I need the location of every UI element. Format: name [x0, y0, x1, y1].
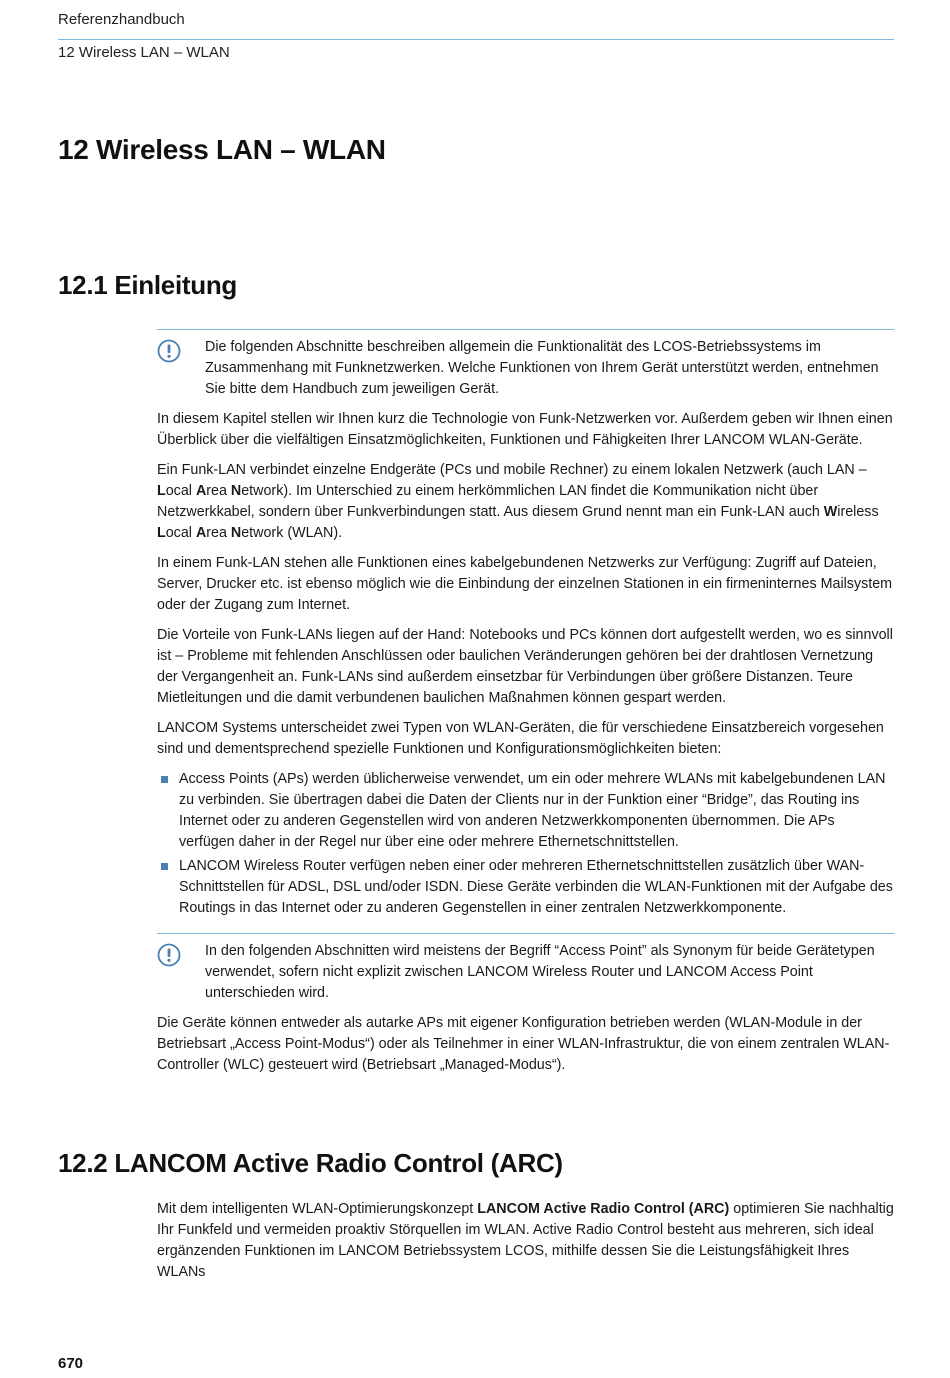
attention-circle-icon	[157, 943, 181, 967]
chapter-title: 12 Wireless LAN – WLAN	[58, 134, 386, 165]
running-header-title: Referenzhandbuch	[58, 11, 185, 28]
section-arc-body	[157, 1199, 894, 1292]
page-number: 670	[58, 1355, 84, 1372]
paragraph: Ein Funk-LAN verbindet einzelne Endgeräte (PCs und mobile Rechner) zu einem lokalen Netzwerk (auch LAN – Local Area Network). Im Unterschied zu einem herkömmlichen LAN findet die Kommunikation nicht über Netzwerkkabel, sondern über Funkverbindungen statt. Aus diesem Grund nennt man ein Funk-LAN auch Wireless Local Area Network (WLAN).	[157, 462, 879, 541]
paragraph: In einem Funk-LAN stehen alle Funktionen eines kabelgebundenen Netzwerks zur Verfügung: Zugriff auf Dateien, Server, Drucker etc. ist ebenso möglich wie die Einbindung der einzelnen Stationen in ein firmeninternes Mailsystem oder der Zugang zum Internet.	[157, 555, 893, 613]
paragraph: Die Geräte können entweder als autarke APs mit eigener Konfiguration betrieben werden (WLAN-Module in der Betriebsart „Access Point-Modus“) oder als Teilnehmer in einer WLAN-Infrastruktur, die von einem zentralen WLAN-Controller (WLC) gesteuert wird (Betriebsart „Managed-Modus“).	[157, 1015, 890, 1073]
running-header-chapter: 12 Wireless LAN – WLAN	[58, 44, 230, 61]
attention-circle-icon	[157, 339, 181, 363]
paragraph: LANCOM Systems unterscheidet zwei Typen von WLAN-Geräten, die für verschiedene Einsatzbereich vorgesehen sind und dementsprechend spezielle Funktionen und Konfigurationsmöglichkeiten bieten:	[157, 720, 884, 757]
section-einleitung-body	[157, 329, 894, 1085]
section-heading-arc: 12.2 LANCOM Active Radio Control (ARC)	[58, 1148, 563, 1178]
header-rule	[58, 39, 894, 40]
paragraph: In diesem Kapitel stellen wir Ihnen kurz die Technologie von Funk-Netzwerken vor. Außerdem geben wir Ihnen einen Überblick über die vielfältigen Einsatzmöglichkeiten, Funktionen und Fähigkeiten Ihrer LANCOM WLAN-Geräte.	[157, 411, 893, 448]
list-item: LANCOM Wireless Router verfügen neben einer oder mehreren Ethernetschnittstellen zusätzlich über WAN-Schnittstellen für ADSL, DSL und/oder ISDN. Diese Geräte verbinden die WLAN-Funktionen mit der Aufgabe des Routings in das Internet oder zu anderen Gegenstellen in einer zentralen Netzwerkkomponente.	[157, 856, 894, 919]
note-text: In den folgenden Abschnitten wird meistens der Begriff “Access Point” als Synonym für beide Gerätetypen verwendet, sofern nicht explizit zwischen LANCOM Wireless Router und LANCOM Access Point unterschieden wird.	[205, 943, 875, 1001]
paragraph: Mit dem intelligenten WLAN-Optimierungskonzept LANCOM Active Radio Control (ARC) optimieren Sie nachhaltig Ihr Funkfeld und vermeiden proaktiv Störquellen im WLAN. Active Radio Control besteht aus mehreren, sich ideal ergänzenden Funktionen im LANCOM Betriebssystem LCOS, mithilfe dessen Sie die Leistungsfähigkeit Ihres WLANs	[157, 1201, 894, 1280]
note-box	[157, 933, 894, 1004]
bullet-list	[157, 769, 894, 919]
note-text: Die folgenden Abschnitte beschreiben allgemein die Funktionalität des LCOS-Betriebssystems im Zusammenhang mit Funknetzwerken. Welche Funktionen von Ihrem Gerät unterstützt werden, entnehmen Sie bitte dem Handbuch zum jeweiligen Gerät.	[205, 339, 879, 397]
paragraph: Die Vorteile von Funk-LANs liegen auf der Hand: Notebooks und PCs können dort aufgestellt werden, wo es sinnvoll ist – Probleme mit fehlenden Anschlüssen oder baulichen Veränderungen gehören bei der drahtlosen Vernetzung der Vergangenheit an. Funk-LANs sind außerdem einsetzbar für Verbindungen über größere Distanzen. Teure Mietleitungen und die damit verbundenen baulichen Maßnahmen können gespart werden.	[157, 627, 893, 706]
section-heading-einleitung: 12.1 Einleitung	[58, 270, 237, 300]
list-item: Access Points (APs) werden üblicherweise verwendet, um ein oder mehrere WLANs mit kabelgebundenen LAN zu verbinden. Sie übertragen dabei die Daten der Clients nur in der Funktion einer “Bridge”, das Routing ins Internet oder zu anderen Gegenstellen wird von anderen Netzwerkkomponenten übernommen. Die APs verfügen daher in der Regel nur über eine oder mehrere Ethernetschnittstellen.	[157, 769, 894, 853]
note-box	[157, 329, 894, 400]
square-bullet-icon	[161, 776, 168, 783]
square-bullet-icon	[161, 863, 168, 870]
